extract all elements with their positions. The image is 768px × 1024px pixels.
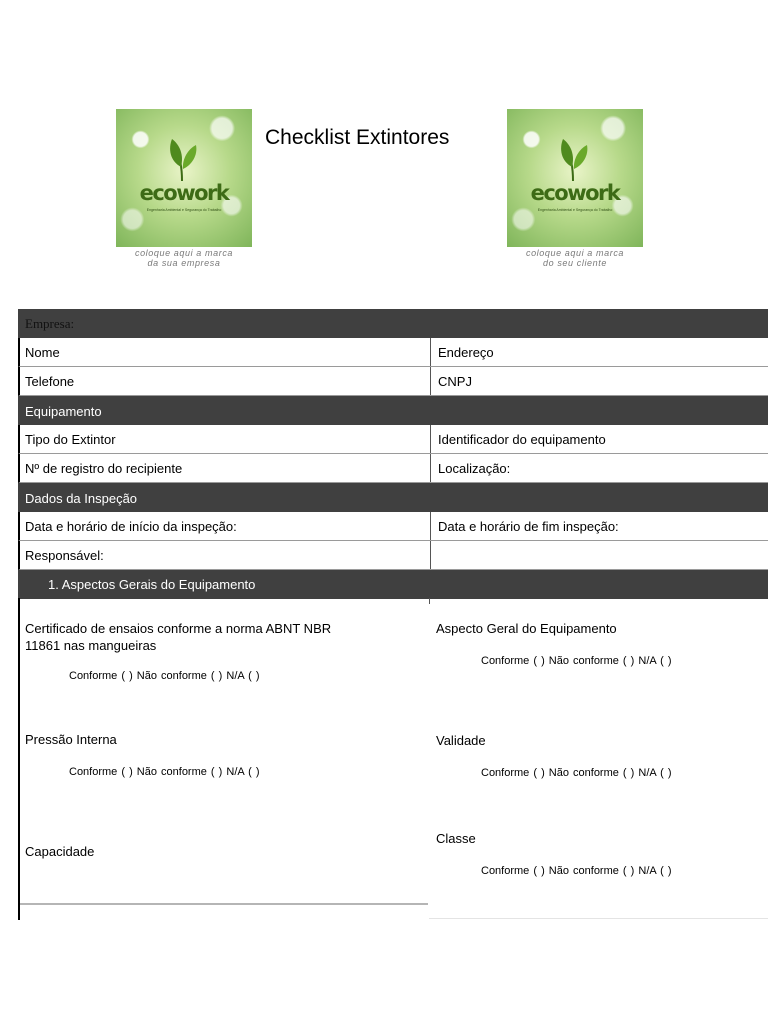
inspecao-heading-row	[18, 483, 768, 512]
leaf-icon	[168, 137, 200, 183]
field-nome[interactable]: Nome	[20, 338, 431, 366]
field-data-fim[interactable]: Data e horário de fim inspeção:	[438, 519, 619, 534]
company-logo-placeholder	[116, 109, 252, 247]
leaf-icon	[559, 137, 591, 183]
item-certificado-line1: Certificado de ensaios conforme a norma ABNT NBR	[25, 621, 332, 636]
item-aspecto-geral: Aspecto Geral do Equipamento	[436, 621, 617, 636]
logo-tagline: Engenharia Ambiental e Segurança do Trabalho	[146, 208, 222, 212]
field-data-inicio[interactable]: Data e horário de início da inspeção:	[20, 512, 431, 540]
bottom-rule-left	[20, 903, 428, 905]
column-divider	[429, 598, 430, 604]
item-pressao: Pressão Interna	[25, 732, 117, 747]
field-endereco[interactable]: Endereço	[438, 345, 494, 360]
field-localizacao[interactable]: Localização:	[438, 461, 511, 476]
field-responsavel-value[interactable]	[432, 541, 768, 569]
caption-left-line2: da sua empresa	[147, 258, 221, 268]
logo-tagline: Engenharia Ambiental e Segurança do Trabalho	[537, 208, 613, 212]
field-responsavel[interactable]: Responsável:	[20, 541, 431, 569]
conformity-options-certificado[interactable]: Conforme ( ) Não conforme ( ) N/A ( )	[69, 670, 260, 682]
conformity-options-aspecto-geral[interactable]: Conforme ( ) Não conforme ( ) N/A ( )	[481, 655, 672, 667]
conformity-options-pressao[interactable]: Conforme ( ) Não conforme ( ) N/A ( )	[69, 766, 260, 778]
form-row-telefone	[18, 367, 768, 396]
bottom-rule-right	[429, 918, 768, 919]
section1-heading-row	[18, 570, 768, 599]
item-certificado	[25, 620, 331, 654]
caption-left	[116, 248, 252, 268]
field-registro[interactable]: Nº de registro do recipiente	[20, 454, 431, 482]
item-validade: Validade	[436, 733, 486, 748]
inspection-form	[18, 309, 768, 599]
field-cnpj[interactable]: CNPJ	[438, 374, 472, 389]
field-identificador[interactable]: Identificador do equipamento	[438, 432, 606, 447]
caption-right-line2: do seu cliente	[543, 258, 607, 268]
form-row-registro	[18, 454, 768, 483]
page-title: Checklist Extintores	[265, 126, 450, 149]
logo-brand: ecowork	[139, 181, 229, 205]
item-certificado-line2: 11861 nas mangueiras	[25, 638, 157, 653]
caption-left-line1: coloque aqui a marca	[134, 248, 234, 258]
form-row-tipo	[18, 425, 768, 454]
form-row-responsavel	[18, 541, 768, 570]
field-tipo-extintor[interactable]: Tipo do Extintor	[20, 425, 431, 453]
client-logo-placeholder	[507, 109, 643, 247]
empresa-heading-row	[18, 309, 768, 338]
equipamento-heading: Equipamento	[25, 404, 102, 419]
section1-heading: 1. Aspectos Gerais do Equipamento	[48, 577, 256, 592]
form-row-datas	[18, 512, 768, 541]
inspecao-heading: Dados da Inspeção	[25, 491, 138, 506]
field-telefone[interactable]: Telefone	[20, 367, 431, 395]
caption-right	[507, 248, 643, 268]
conformity-options-classe[interactable]: Conforme ( ) Não conforme ( ) N/A ( )	[481, 865, 672, 877]
item-capacidade: Capacidade	[25, 844, 95, 859]
item-classe: Classe	[436, 831, 476, 846]
form-row-nome	[18, 338, 768, 367]
empresa-heading: Empresa:	[25, 316, 75, 331]
caption-right-line1: coloque aqui a marca	[525, 248, 625, 258]
conformity-options-validade[interactable]: Conforme ( ) Não conforme ( ) N/A ( )	[481, 767, 672, 779]
equipamento-heading-row	[18, 396, 768, 425]
logo-brand: ecowork	[530, 181, 620, 205]
